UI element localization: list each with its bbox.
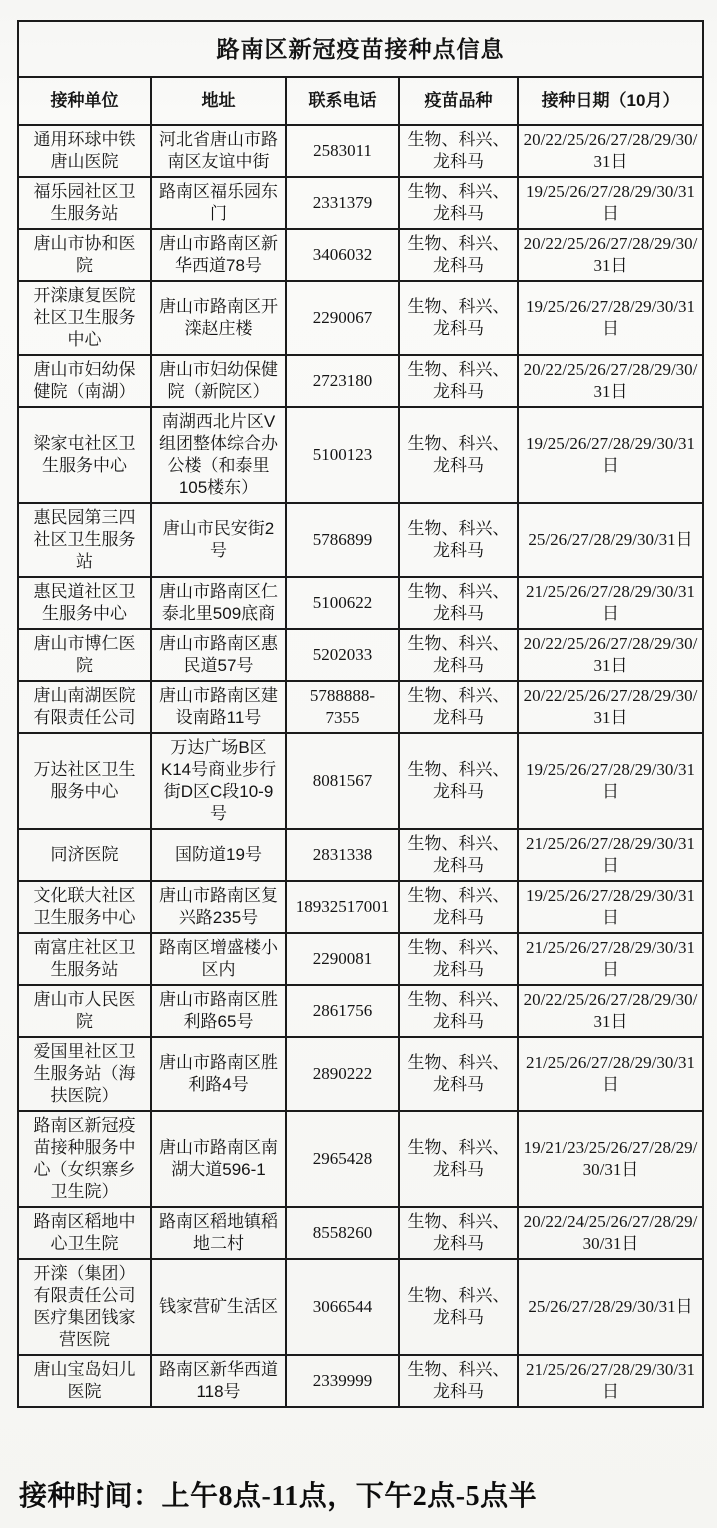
column-header-unit: 接种单位 — [18, 77, 151, 125]
column-header-dates: 接种日期（10月） — [518, 77, 703, 125]
table-row — [18, 733, 703, 829]
dates-cell: 19/21/23/25/26/27/28/29/30/31日 — [518, 1111, 703, 1207]
table-row — [18, 355, 703, 407]
dates-cell: 20/22/25/26/27/28/29/30/31日 — [518, 985, 703, 1037]
address-cell: 唐山市路南区南湖大道596-1 — [151, 1111, 286, 1207]
address-cell: 万达广场B区K14号商业步行街D区C段10-9号 — [151, 733, 286, 829]
dates-cell: 25/26/27/28/29/30/31日 — [518, 503, 703, 577]
column-header-phone: 联系电话 — [286, 77, 399, 125]
phone-cell: 5100123 — [286, 407, 399, 503]
unit-cell: 文化联大社区卫生服务中心 — [18, 881, 151, 933]
unit-cell: 唐山市博仁医院 — [18, 629, 151, 681]
address-cell: 唐山市民安街2号 — [151, 503, 286, 577]
dates-cell: 20/22/25/26/27/28/29/30/31日 — [518, 681, 703, 733]
table-row — [18, 985, 703, 1037]
unit-cell: 福乐园社区卫生服务站 — [18, 177, 151, 229]
address-cell: 钱家营矿生活区 — [151, 1259, 286, 1355]
phone-cell: 8081567 — [286, 733, 399, 829]
unit-cell: 唐山南湖医院有限责任公司 — [18, 681, 151, 733]
phone-cell: 3066544 — [286, 1259, 399, 1355]
vaccine-cell: 生物、科兴、龙科马 — [399, 629, 518, 681]
phone-cell: 2831338 — [286, 829, 399, 881]
table-row — [18, 281, 703, 355]
unit-cell: 惠民园第三四社区卫生服务站 — [18, 503, 151, 577]
phone-cell: 2339999 — [286, 1355, 399, 1407]
vaccine-cell: 生物、科兴、龙科马 — [399, 355, 518, 407]
table-row — [18, 681, 703, 733]
phone-cell: 3406032 — [286, 229, 399, 281]
vaccine-cell: 生物、科兴、龙科马 — [399, 1037, 518, 1111]
table-row — [18, 1355, 703, 1407]
unit-cell: 唐山市妇幼保健院（南湖） — [18, 355, 151, 407]
vaccine-cell: 生物、科兴、龙科马 — [399, 177, 518, 229]
address-cell: 国防道19号 — [151, 829, 286, 881]
phone-cell: 2290081 — [286, 933, 399, 985]
address-cell: 南湖西北片区V组团整体综合办公楼（和泰里105楼东） — [151, 407, 286, 503]
address-cell: 唐山市路南区惠民道57号 — [151, 629, 286, 681]
phone-cell: 8558260 — [286, 1207, 399, 1259]
vaccine-cell: 生物、科兴、龙科马 — [399, 125, 518, 177]
address-cell: 河北省唐山市路南区友谊中街 — [151, 125, 286, 177]
phone-cell: 2331379 — [286, 177, 399, 229]
vaccine-cell: 生物、科兴、龙科马 — [399, 881, 518, 933]
column-header-address: 地址 — [151, 77, 286, 125]
table-row — [18, 1207, 703, 1259]
phone-cell: 2583011 — [286, 125, 399, 177]
vaccination-time-note: 接种时间：上午8点-11点，下午2点-5点半 — [19, 1481, 538, 1512]
phone-cell: 2890222 — [286, 1037, 399, 1111]
table-row — [18, 933, 703, 985]
phone-cell: 2965428 — [286, 1111, 399, 1207]
unit-cell: 路南区新冠疫苗接种服务中心（女织寨乡卫生院） — [18, 1111, 151, 1207]
table-row — [18, 1037, 703, 1111]
unit-cell: 开滦（集团）有限责任公司医疗集团钱家营医院 — [18, 1259, 151, 1355]
page-title: 路南区新冠疫苗接种点信息 — [18, 21, 703, 77]
unit-cell: 梁家屯社区卫生服务中心 — [18, 407, 151, 503]
address-cell: 唐山市路南区仁泰北里509底商 — [151, 577, 286, 629]
dates-cell: 21/25/26/27/28/29/30/31日 — [518, 1355, 703, 1407]
unit-cell: 同济医院 — [18, 829, 151, 881]
title-row — [18, 21, 703, 77]
address-cell: 唐山市路南区复兴路235号 — [151, 881, 286, 933]
unit-cell: 路南区稻地中心卫生院 — [18, 1207, 151, 1259]
dates-cell: 20/22/25/26/27/28/29/30/31日 — [518, 125, 703, 177]
table-row — [18, 125, 703, 177]
unit-cell: 万达社区卫生服务中心 — [18, 733, 151, 829]
address-cell: 路南区新华西道118号 — [151, 1355, 286, 1407]
address-cell: 唐山市妇幼保健院（新院区） — [151, 355, 286, 407]
unit-cell: 唐山市协和医院 — [18, 229, 151, 281]
vaccine-cell: 生物、科兴、龙科马 — [399, 681, 518, 733]
phone-cell: 5202033 — [286, 629, 399, 681]
table-row — [18, 1259, 703, 1355]
address-cell: 唐山市路南区胜利路4号 — [151, 1037, 286, 1111]
vaccine-cell: 生物、科兴、龙科马 — [399, 985, 518, 1037]
unit-cell: 唐山市人民医院 — [18, 985, 151, 1037]
vaccine-cell: 生物、科兴、龙科马 — [399, 407, 518, 503]
table-row — [18, 629, 703, 681]
unit-cell: 通用环球中铁唐山医院 — [18, 125, 151, 177]
dates-cell: 20/22/25/26/27/28/29/30/31日 — [518, 355, 703, 407]
table-row — [18, 407, 703, 503]
phone-cell: 5786899 — [286, 503, 399, 577]
unit-cell: 南富庄社区卫生服务站 — [18, 933, 151, 985]
phone-cell: 5788888-7355 — [286, 681, 399, 733]
table-row — [18, 503, 703, 577]
vaccine-cell: 生物、科兴、龙科马 — [399, 281, 518, 355]
dates-cell: 20/22/25/26/27/28/29/30/31日 — [518, 629, 703, 681]
address-cell: 唐山市路南区新华西道78号 — [151, 229, 286, 281]
dates-cell: 21/25/26/27/28/29/30/31日 — [518, 1037, 703, 1111]
dates-cell: 21/25/26/27/28/29/30/31日 — [518, 577, 703, 629]
vaccine-cell: 生物、科兴、龙科马 — [399, 1111, 518, 1207]
column-header-vaccine: 疫苗品种 — [399, 77, 518, 125]
phone-cell: 2861756 — [286, 985, 399, 1037]
vaccine-cell: 生物、科兴、龙科马 — [399, 503, 518, 577]
dates-cell: 20/22/24/25/26/27/28/29/30/31日 — [518, 1207, 703, 1259]
phone-cell: 2290067 — [286, 281, 399, 355]
header-row — [18, 77, 703, 125]
table-row — [18, 577, 703, 629]
dates-cell: 19/25/26/27/28/29/30/31日 — [518, 881, 703, 933]
dates-cell: 20/22/25/26/27/28/29/30/31日 — [518, 229, 703, 281]
vaccine-cell: 生物、科兴、龙科马 — [399, 229, 518, 281]
phone-cell: 2723180 — [286, 355, 399, 407]
dates-cell: 21/25/26/27/28/29/30/31日 — [518, 829, 703, 881]
address-cell: 路南区福乐园东门 — [151, 177, 286, 229]
vaccine-cell: 生物、科兴、龙科马 — [399, 1207, 518, 1259]
vaccine-cell: 生物、科兴、龙科马 — [399, 933, 518, 985]
unit-cell: 开滦康复医院社区卫生服务中心 — [18, 281, 151, 355]
address-cell: 唐山市路南区胜利路65号 — [151, 985, 286, 1037]
table-row — [18, 229, 703, 281]
table-row — [18, 177, 703, 229]
table-row — [18, 829, 703, 881]
address-cell: 路南区增盛楼小区内 — [151, 933, 286, 985]
vaccine-cell: 生物、科兴、龙科马 — [399, 733, 518, 829]
table-row — [18, 1111, 703, 1207]
unit-cell: 唐山宝岛妇儿医院 — [18, 1355, 151, 1407]
address-cell: 路南区稻地镇稻地二村 — [151, 1207, 286, 1259]
address-cell: 唐山市路南区开滦赵庄楼 — [151, 281, 286, 355]
vaccine-cell: 生物、科兴、龙科马 — [399, 1355, 518, 1407]
unit-cell: 惠民道社区卫生服务中心 — [18, 577, 151, 629]
vaccination-sites-table — [17, 20, 704, 1408]
dates-cell: 21/25/26/27/28/29/30/31日 — [518, 933, 703, 985]
phone-cell: 5100622 — [286, 577, 399, 629]
dates-cell: 19/25/26/27/28/29/30/31日 — [518, 733, 703, 829]
phone-cell: 18932517001 — [286, 881, 399, 933]
vaccine-cell: 生物、科兴、龙科马 — [399, 829, 518, 881]
dates-cell: 19/25/26/27/28/29/30/31日 — [518, 407, 703, 503]
table-row — [18, 881, 703, 933]
address-cell: 唐山市路南区建设南路11号 — [151, 681, 286, 733]
vaccine-cell: 生物、科兴、龙科马 — [399, 577, 518, 629]
dates-cell: 25/26/27/28/29/30/31日 — [518, 1259, 703, 1355]
dates-cell: 19/25/26/27/28/29/30/31日 — [518, 177, 703, 229]
unit-cell: 爱国里社区卫生服务站（海扶医院） — [18, 1037, 151, 1111]
dates-cell: 19/25/26/27/28/29/30/31日 — [518, 281, 703, 355]
vaccine-cell: 生物、科兴、龙科马 — [399, 1259, 518, 1355]
